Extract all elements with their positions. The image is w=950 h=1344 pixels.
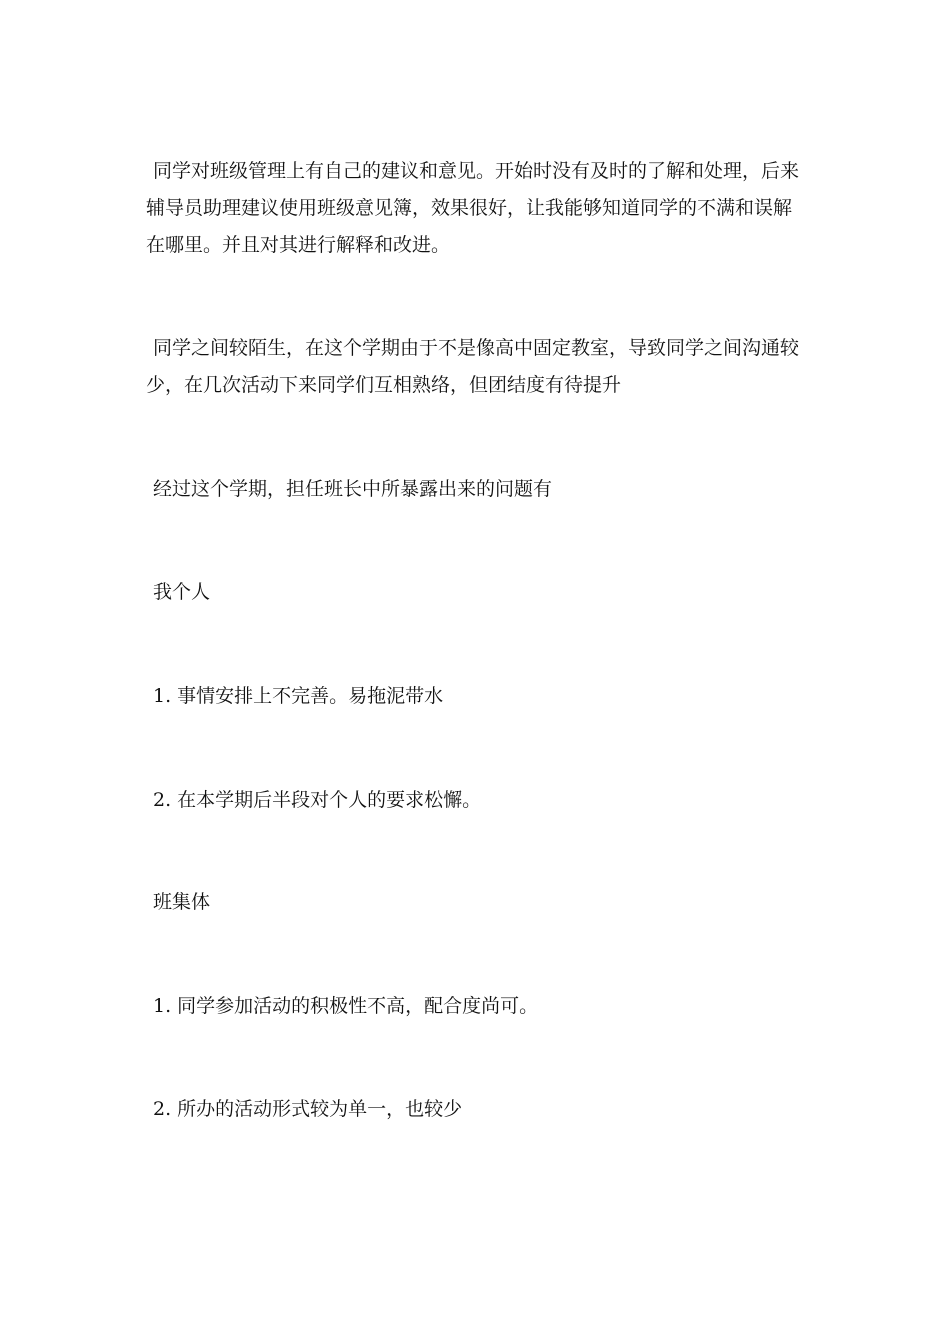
paragraph-2-line-1: 同学之间较陌生，在这个学期由于不是像高中固定教室，导致同学之间沟通较 <box>153 337 800 359</box>
intro-text: 经过这个学期，担任班长中所暴露出来的问题有 <box>153 478 553 500</box>
section-heading-class: 班集体 <box>153 891 211 913</box>
class-issue-1: 1. 同学参加活动的积极性不高，配合度尚可。 <box>153 995 539 1017</box>
personal-issue-2: 2. 在本学期后半段对个人的要求松懈。 <box>153 789 482 811</box>
paragraph-1-line-1: 同学对班级管理上有自己的建议和意见。开始时没有及时的了解和处理，后来 <box>153 160 800 182</box>
paragraph-1-line-3: 在哪里。并且对其进行解释和改进。 <box>146 234 451 256</box>
section-heading-personal: 我个人 <box>153 581 211 603</box>
personal-issue-1: 1. 事情安排上不完善。易拖泥带水 <box>153 685 444 707</box>
class-issue-2: 2. 所办的活动形式较为单一，也较少 <box>153 1098 463 1120</box>
paragraph-2-line-2: 少，在几次活动下来同学们互相熟络，但团结度有待提升 <box>146 374 622 396</box>
paragraph-1-line-2: 辅导员助理建议使用班级意见簿，效果很好，让我能够知道同学的不满和误解 <box>146 197 793 219</box>
